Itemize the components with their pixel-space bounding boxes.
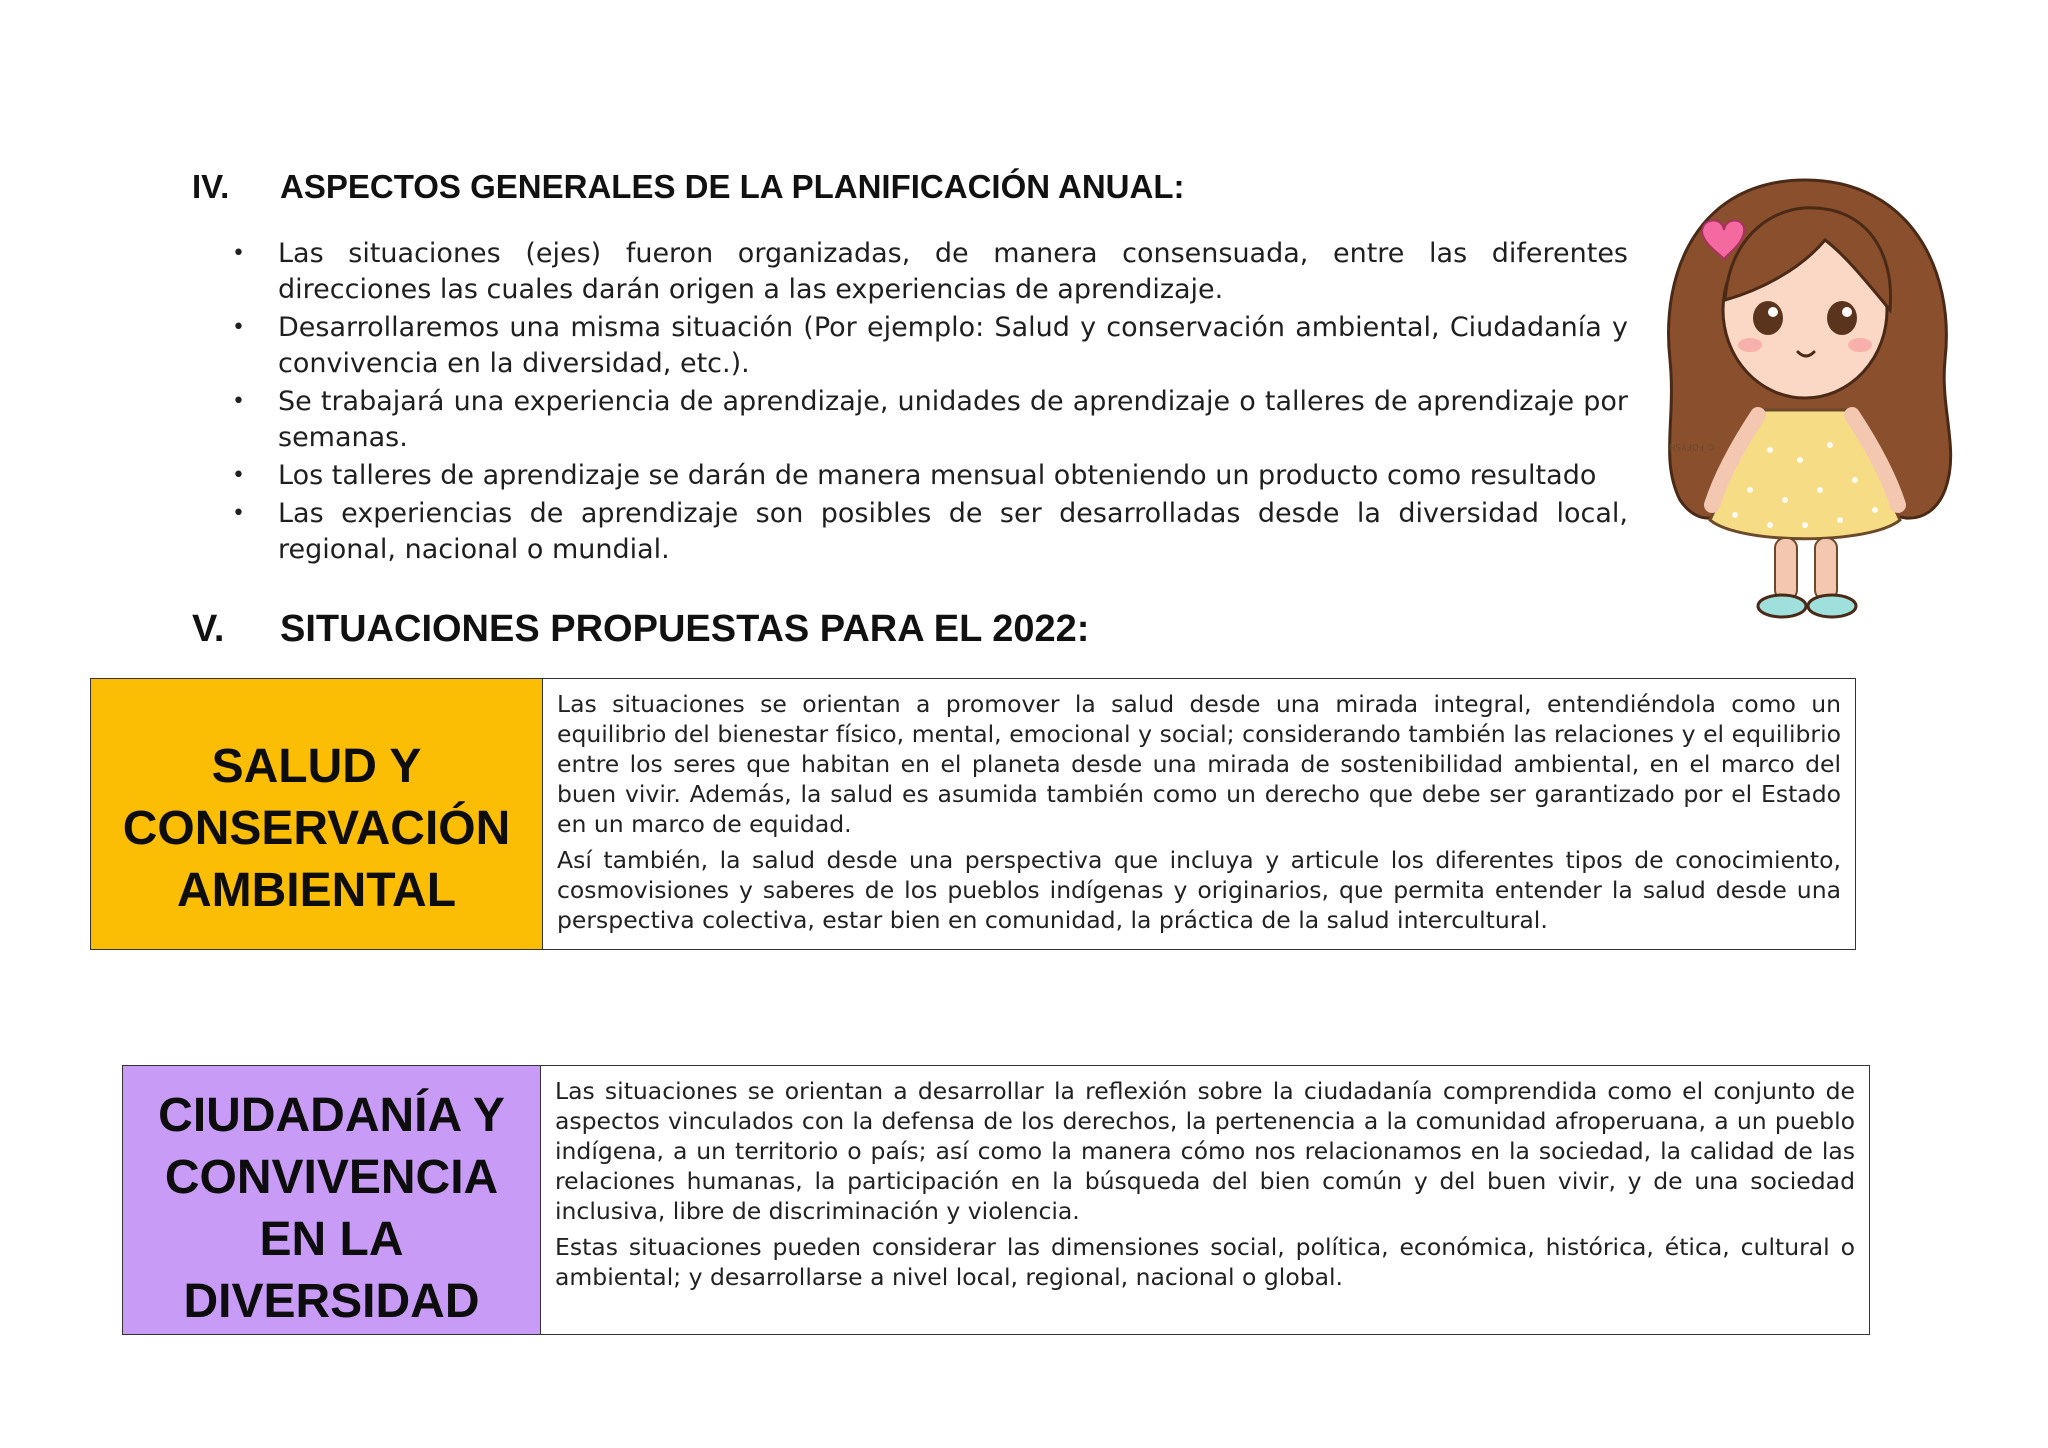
list-item xyxy=(232,384,1628,456)
description-paragraph: Las situaciones se orientan a desarrollar la reflexión sobre la ciudadanía comprendida como el conjunto de aspectos vinculados con la defensa de los derechos, la pertenencia a la comunidad afroperuana, a un pueblo indígena, a un territorio o país; así como la manera cómo nos relacionamos en la sociedad, la calidad de las relaciones humanas, la participación en la búsqueda del bien común y del buen vivir, y de una sociedad inclusiva, libre de discriminación y violencia. xyxy=(555,1077,1855,1225)
list-item-text: Los talleres de aprendizaje se darán de manera mensual obteniendo un producto como resultado xyxy=(278,460,1597,491)
situation-citizenship-description xyxy=(541,1066,1869,1334)
list-item xyxy=(232,458,1628,494)
description-paragraph: Estas situaciones pueden considerar las dimensiones social, política, económica, histórica, ética, cultural o ambiental; y desarrollarse a nivel local, regional, nacional o global. xyxy=(555,1233,1855,1291)
situation-citizenship-box xyxy=(122,1065,1870,1335)
list-item-text: Las experiencias de aprendizaje son posibles de ser desarrolladas desde la diversidad local, regional, nacional o mundial. xyxy=(278,498,1628,565)
situation-health-description xyxy=(543,679,1855,949)
section-iv-number: IV. xyxy=(192,168,230,205)
section-iv-heading xyxy=(192,168,1185,206)
situation-citizenship-title: CIUDADANÍA Y CONVIVENCIA EN LA DIVERSIDAD xyxy=(123,1066,541,1334)
watermark-text: © FOFYSH xyxy=(1668,441,1716,451)
girl-illustration-icon xyxy=(1640,160,1970,640)
section-v-number: V. xyxy=(192,608,225,650)
bullet-icon: • xyxy=(232,463,245,488)
list-item xyxy=(232,496,1628,568)
section-v-heading xyxy=(192,608,1089,651)
list-item-text: Las situaciones (ejes) fueron organizadas, de manera consensuada, entre las diferentes direcciones las cuales darán origen a las experiencias de aprendizaje. xyxy=(278,238,1628,305)
list-item-text: Desarrollaremos una misma situación (Por ejemplo: Salud y conservación ambiental, Ciudadanía y convivencia en la diversidad, etc.). xyxy=(278,312,1628,379)
list-item xyxy=(232,310,1628,382)
list-item xyxy=(232,236,1628,308)
section-iv-title: ASPECTOS GENERALES DE LA PLANIFICACIÓN ANUAL: xyxy=(280,168,1185,205)
situation-health-title: SALUD Y CONSERVACIÓN AMBIENTAL xyxy=(91,679,543,949)
planning-aspects-list xyxy=(232,236,1628,570)
situation-health-box xyxy=(90,678,1856,950)
bullet-icon: • xyxy=(232,501,245,526)
description-paragraph: Las situaciones se orientan a promover la salud desde una mirada integral, entendiéndola como un equilibrio del bienestar físico, mental, emocional y social; considerando también las relaciones y el equilibrio entre los seres que habitan en el planeta desde una mirada de sostenibilidad ambiental, en el marco del buen vivir. Además, la salud es asumida también como un derecho que debe ser garantizado por el Estado en un marco de equidad. xyxy=(557,690,1841,838)
bullet-icon: • xyxy=(232,389,245,414)
bullet-icon: • xyxy=(232,241,245,266)
section-v-title: SITUACIONES PROPUESTAS PARA EL 2022: xyxy=(280,608,1090,650)
description-paragraph: Así también, la salud desde una perspectiva que incluya y articule los diferentes tipos de conocimiento, cosmovisiones y saberes de los pueblos indígenas y originarios, que permita entender la salud desde una perspectiva colectiva, estar bien en comunidad, la práctica de la salud intercultural. xyxy=(557,846,1841,934)
list-item-text: Se trabajará una experiencia de aprendizaje, unidades de aprendizaje o talleres de aprendizaje por semanas. xyxy=(278,386,1628,453)
bullet-icon: • xyxy=(232,315,245,340)
